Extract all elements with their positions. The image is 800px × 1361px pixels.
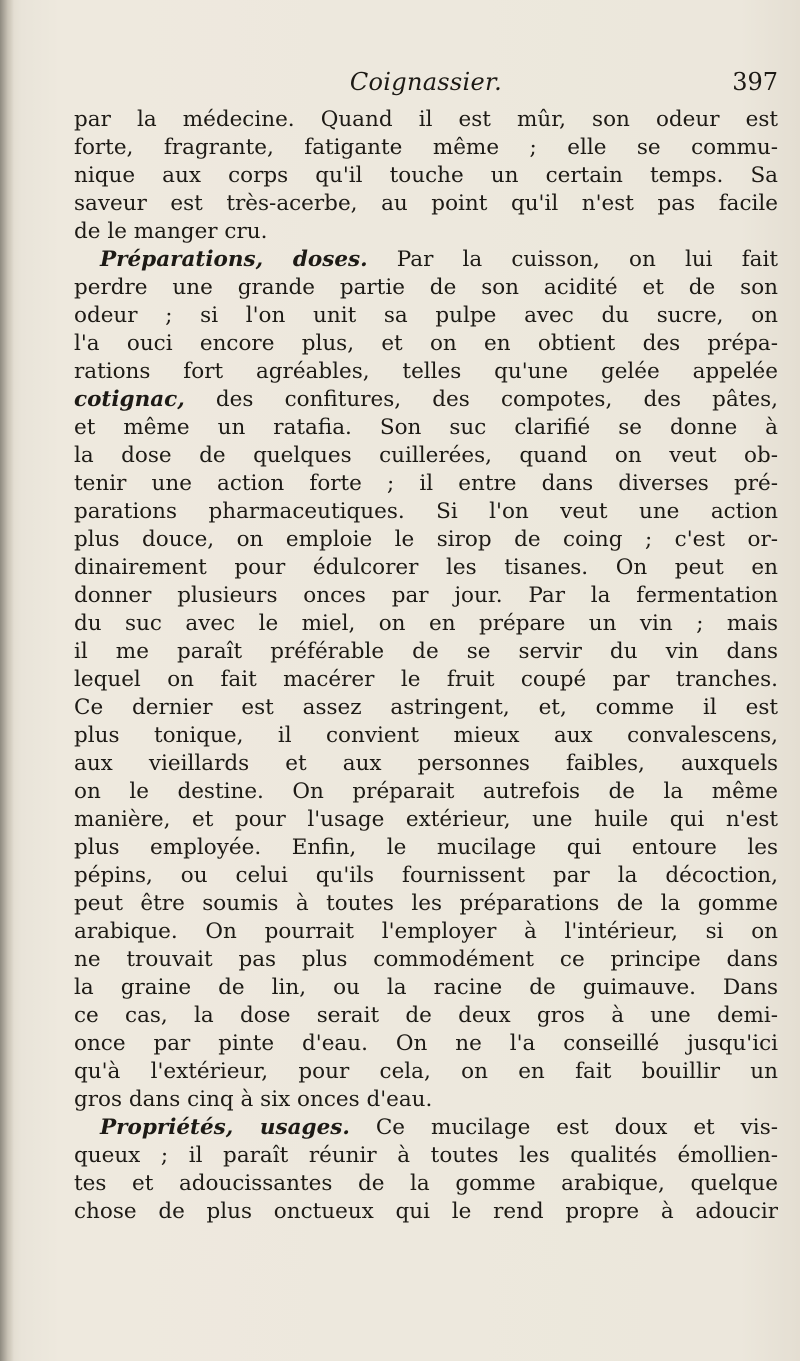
text-line: lequel on fait macérer le fruit coupé par tranches. — [74, 667, 778, 692]
text-line: il me paraît préférable de se servir du vin dans — [74, 639, 778, 664]
section-heading-proprietes: Propriétés, usages. — [100, 1115, 350, 1140]
text-line: plus tonique, il convient mieux aux convalescens, — [74, 723, 778, 748]
text-line: tenir une action forte ; il entre dans diverses pré- — [74, 471, 778, 496]
text-line: ce cas, la dose serait de deux gros à une demi- — [74, 1003, 778, 1028]
text-line: tes et adoucissantes de la gomme arabique, quelque — [74, 1171, 778, 1196]
section-heading-line — [74, 246, 778, 274]
text-line: once par pinte d'eau. On ne l'a conseillé jusqu'ici — [74, 1031, 778, 1056]
text-line: gros dans cinq à six onces d'eau. — [74, 1087, 433, 1112]
text-line: plus employée. Enfin, le mucilage qui entoure les — [74, 835, 778, 860]
text-line: perdre une grande partie de son acidité et de son — [74, 275, 778, 300]
text-line: l'a ouci encore plus, et on en obtient des prépa- — [74, 331, 778, 356]
italic-term-cotignac: cotignac, — [74, 387, 185, 412]
text-line: dinairement pour édulcorer les tisanes. On peut en — [74, 555, 778, 580]
text-line: la graine de lin, ou la racine de guimauve. Dans — [74, 975, 778, 1000]
text-line: ne trouvait pas plus commodément ce principe dans — [74, 947, 778, 972]
section-heading-line — [74, 1114, 778, 1142]
text-line: du suc avec le miel, on en prépare un vin ; mais — [74, 611, 778, 636]
body-text — [74, 106, 778, 1226]
text-line: donner plusieurs onces par jour. Par la fermentation — [74, 583, 778, 608]
text-line: rations fort agréables, telles qu'une gelée appelée — [74, 359, 778, 384]
text-line: parations pharmaceutiques. Si l'on veut une action — [74, 499, 778, 524]
text-span: Par la cuisson, on lui fait — [367, 247, 778, 272]
page-header — [74, 68, 778, 102]
text-line: queux ; il paraît réunir à toutes les qualités émollien- — [74, 1143, 778, 1168]
text-line: de le manger cru. — [74, 219, 268, 244]
text-line: peut être soumis à toutes les préparations de la gomme — [74, 891, 778, 916]
page-binding-edge — [0, 0, 14, 1361]
section-heading-preparations: Préparations, doses. — [100, 247, 368, 272]
text-line: plus douce, on emploie le sirop de coing ; c'est or- — [74, 527, 778, 552]
text-span: Ce mucilage est doux et vis- — [349, 1115, 778, 1140]
text-line: arabique. On pourrait l'employer à l'intérieur, si on — [74, 919, 778, 944]
text-line: aux vieillards et aux personnes faibles, auxquels — [74, 751, 778, 776]
text-line: pépins, ou celui qu'ils fournissent par la décoction, — [74, 863, 778, 888]
text-line: nique aux corps qu'il touche un certain temps. Sa — [74, 163, 778, 188]
text-line: manière, et pour l'usage extérieur, une huile qui n'est — [74, 807, 778, 832]
text-line: par la médecine. Quand il est mûr, son odeur est — [74, 107, 778, 132]
running-title: Coignassier. — [349, 68, 503, 96]
page-number: 397 — [732, 68, 778, 96]
text-line: on le destine. On préparait autrefois de la même — [74, 779, 778, 804]
text-span: des confitures, des compotes, des pâtes, — [184, 387, 778, 412]
text-line: forte, fragrante, fatigante même ; elle se commu- — [74, 135, 778, 160]
text-line: Ce dernier est assez astringent, et, comme il est — [74, 695, 778, 720]
text-line: la dose de quelques cuillerées, quand on veut ob- — [74, 443, 778, 468]
text-line: chose de plus onctueux qui le rend propre à adoucir — [74, 1199, 778, 1224]
text-line: odeur ; si l'on unit sa pulpe avec du sucre, on — [74, 303, 778, 328]
text-line: qu'à l'extérieur, pour cela, on en fait bouillir un — [74, 1059, 778, 1084]
text-line: et même un ratafia. Son suc clarifié se donne à — [74, 415, 778, 440]
text-line: saveur est très-acerbe, au point qu'il n'est pas facile — [74, 191, 778, 216]
text-line — [74, 386, 778, 414]
